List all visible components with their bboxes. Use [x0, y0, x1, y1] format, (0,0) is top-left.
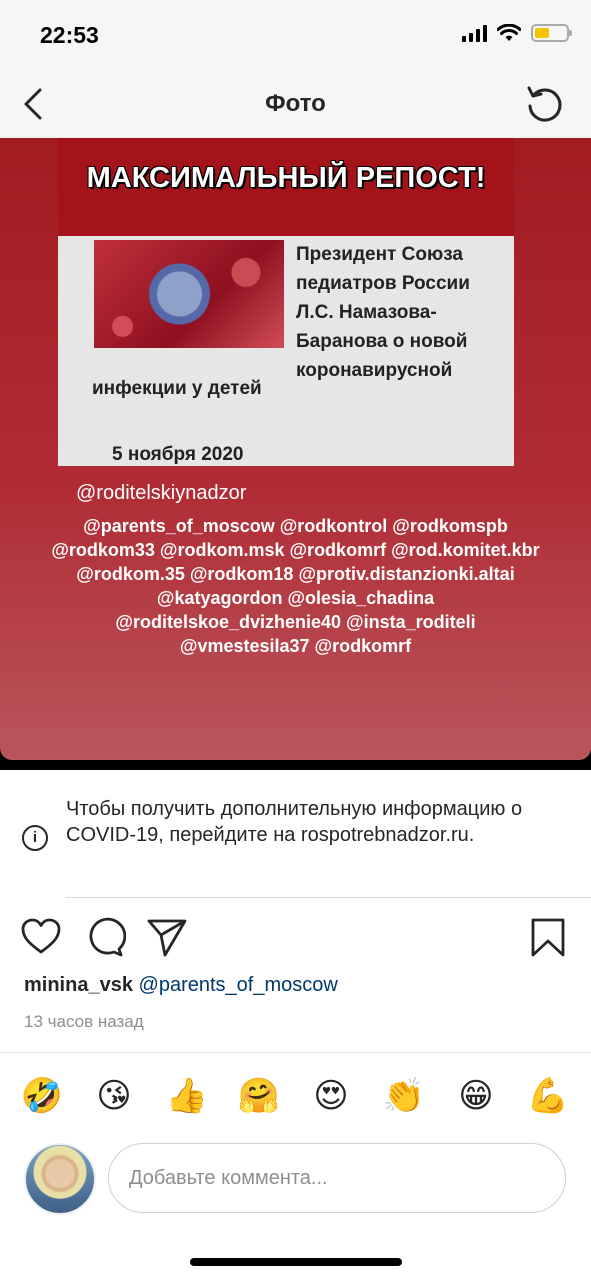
card-text: Президент Союза педиатров России Л.С. Намазова-Баранова о новой коронавирусной — [296, 244, 470, 381]
divider — [0, 1052, 591, 1053]
heart-icon[interactable] — [20, 916, 62, 958]
comment-icon[interactable] — [84, 916, 126, 958]
refresh-icon[interactable] — [523, 82, 567, 126]
caption-username[interactable]: minina_vsk — [24, 974, 133, 996]
emoji-hug[interactable]: 🤗 — [237, 1076, 281, 1116]
action-row — [0, 912, 591, 964]
bookmark-icon[interactable] — [527, 916, 569, 958]
covid-info-banner[interactable] — [0, 780, 591, 898]
emoji-kiss[interactable]: 😘 — [96, 1076, 132, 1116]
paper-plane-icon[interactable] — [146, 916, 188, 958]
page-title: Фото — [265, 90, 326, 117]
post-timestamp: 13 часов назад — [24, 1012, 144, 1031]
tag-line: @parents_of_moscow @rodkontrol @rodkomspb — [83, 516, 508, 536]
tag-line: @rodkom.35 @rodkom18 @protiv.distanzionki.altai — [76, 564, 515, 584]
tag-line: @vmestesila37 @rodkomrf — [179, 636, 412, 656]
emoji-grin[interactable]: 😁 — [458, 1076, 494, 1116]
caption-mention[interactable]: @parents_of_moscow — [138, 974, 338, 996]
divider — [66, 897, 591, 898]
virus-image — [94, 240, 284, 348]
emoji-clap[interactable]: 👏 — [382, 1076, 426, 1116]
card-text-continued: инфекции у детей — [92, 378, 262, 399]
tag-line: @rodkom33 @rodkom.msk @rodkomrf @rod.komitet.kbr — [51, 540, 540, 560]
status-bar — [0, 0, 591, 70]
caption — [24, 974, 338, 997]
tag-line: @roditelskoe_dvizhenie40 @insta_roditeli — [115, 612, 476, 632]
emoji-muscle[interactable]: 💪 — [526, 1076, 570, 1116]
comment-input[interactable] — [108, 1143, 566, 1213]
signal-icon — [462, 24, 487, 42]
nav-bar — [0, 70, 591, 138]
tag-line: @katyagordon @olesia_chadina — [156, 588, 435, 608]
wifi-icon — [497, 24, 521, 42]
info-icon: i — [22, 825, 48, 851]
battery-icon — [531, 24, 569, 42]
home-indicator — [190, 1258, 402, 1266]
quick-reactions — [0, 1074, 591, 1118]
photo-content — [0, 138, 591, 760]
status-time: 22:53 — [40, 22, 99, 48]
status-icons — [462, 24, 569, 42]
card-date: 5 ноября 2020 — [112, 444, 244, 465]
emoji-thumbs-up[interactable]: 👍 — [165, 1076, 209, 1116]
photo-tags — [30, 514, 561, 658]
post-photo[interactable] — [0, 138, 591, 770]
covid-info-text: Чтобы получить дополнительную информацию о COVID-19, перейдите на rospotrebnadzor.ru. — [66, 798, 523, 846]
photo-handle: @roditelskiynadzor — [76, 482, 247, 504]
emoji-heart-eyes[interactable]: 😍 — [313, 1076, 349, 1116]
avatar — [24, 1143, 96, 1215]
emoji-rofl[interactable]: 🤣 — [20, 1076, 64, 1116]
photo-headline: МАКСИМАЛЬНЫЙ РЕПОСТ! — [86, 162, 486, 194]
